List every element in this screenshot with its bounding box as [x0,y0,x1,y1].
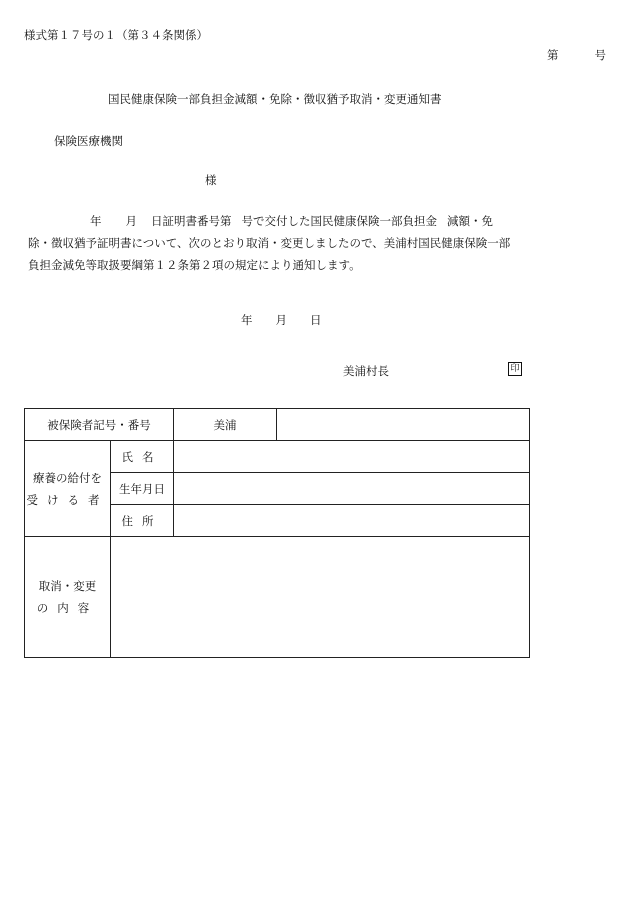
form-id: 様式第１７号の１（第３４条関係） [24,28,208,42]
issuer: 美浦村長 [343,364,389,378]
address-label: 住所 [111,505,174,537]
notice-table [24,408,530,658]
doc-number-dai: 第 [547,48,559,62]
body-line-2: 除・徴収猶予証明書について、次のとおり取消・変更しましたので、美浦村国民健康保険一部 [28,236,511,250]
insured-prefix: 美浦 [174,409,277,441]
content-row [25,537,530,658]
insured-number-field[interactable] [277,409,530,441]
body-line-3: 負担金減免等取扱要綱第１２条第２項の規定により通知します。 [28,258,361,272]
body-line-1: 年 月 日証明書番号第 号で交付した国民健康保険一部負担金 減額・免 [90,214,493,228]
seal-mark: 印 [508,362,522,376]
name-field[interactable] [174,441,530,473]
name-label: 氏名 [111,441,174,473]
recipient-label-cell [25,441,111,537]
date-line: 年 月 日 [241,313,322,327]
honorific: 様 [205,173,217,187]
doc-number-go: 号 [594,48,606,62]
content-label-1: 取消・変更 [38,579,97,593]
recipient-label-2: 受ける者 [26,492,109,507]
name-row [25,441,530,473]
recipient-label-1: 療養の給付を [33,470,102,485]
content-field[interactable] [111,537,530,658]
recipient: 保険医療機関 [54,134,123,148]
insured-row [25,409,530,441]
insured-number-label: 被保険者記号・番号 [25,409,174,441]
content-label-cell [25,537,111,658]
body-text [28,210,528,276]
content-label-2: の内容 [36,601,99,615]
address-field[interactable] [174,505,530,537]
document-title: 国民健康保険一部負担金減額・免除・徴収猶予取消・変更通知書 [108,92,442,106]
dob-label: 生年月日 [111,473,174,505]
dob-field[interactable] [174,473,530,505]
document-number [547,47,606,63]
